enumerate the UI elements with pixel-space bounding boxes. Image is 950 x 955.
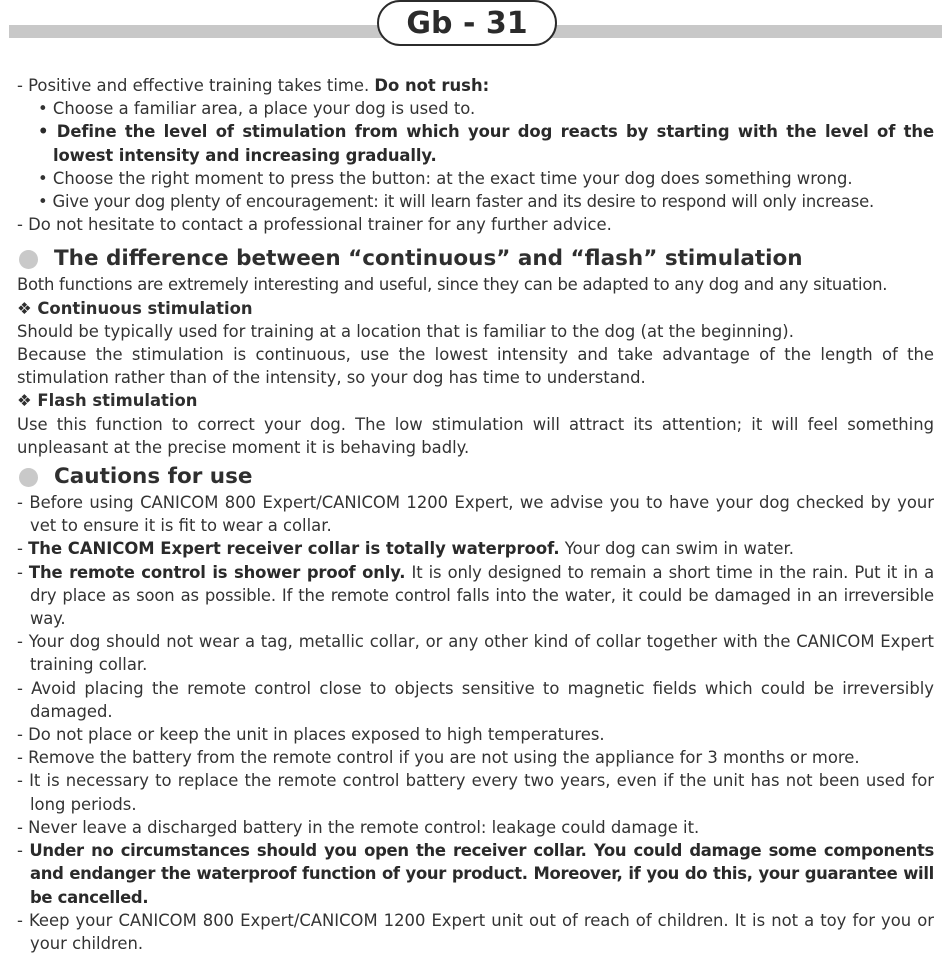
bullet-circle-icon <box>19 468 38 487</box>
section-title-difference <box>17 245 934 273</box>
intro-bullet-4: • Give your dog plenty of encouragement: it will learn faster and its desire to respond will only increase. <box>38 192 874 212</box>
page-number-badge: Gb - 31 <box>377 0 557 46</box>
intro-line-1-bold: Do not rush: <box>374 76 490 95</box>
intro-line-1-text: - Positive and effective training takes time. <box>17 76 375 95</box>
subsection-title-flash: ❖ Flash stimulation <box>17 391 198 411</box>
caution-item: - Before using CANICOM 800 Expert/CANICOM 1200 Expert, we advise you to have your dog checked by your vet to ensure it is fit to wear a collar. <box>17 493 934 536</box>
caution-item: - Avoid placing the remote control close to objects sensitive to magnetic fields which could be irreversibly damaged. <box>17 678 934 721</box>
caution-item: - Do not place or keep the unit in places exposed to high temperatures. <box>17 725 605 745</box>
section-title-cautions <box>17 463 934 491</box>
intro-line-1 <box>17 74 934 97</box>
section-title-difference-text: The difference between “continuous” and “flash” stimulation <box>54 246 803 272</box>
page-content <box>17 74 934 955</box>
subsection-title-continuous: ❖ Continuous stimulation <box>17 298 253 318</box>
flash-paragraph: Use this function to correct your dog. The low stimulation will attract its attention; it will feel something unpleasant at the precise moment it is behaving badly. <box>17 414 934 457</box>
caution-item: - The remote control is shower proof only. It is only designed to remain a short time in the rain. Put it in a dry place as soon as possible. If the remote control falls into the water, it could be damaged in an irreversible way. <box>17 562 934 629</box>
caution-item: - Never leave a discharged battery in the remote control: leakage could damage it. <box>17 817 700 837</box>
caution-item: - It is necessary to replace the remote control battery every two years, even if the unit has not been used for long periods. <box>17 771 934 814</box>
intro-line-2: - Do not hesitate to contact a professional trainer for any further advice. <box>17 215 612 235</box>
caution-item-bold: Under no circumstances should you open the receiver collar. You could damage some components and endanger the waterproof function of your product. Moreover, if you do this, your guarantee will be cancelled. <box>29 841 934 907</box>
intro-bullet-2: • Define the level of stimulation from which your dog reacts by starting with the level of the lowest intensity and increasing gradually. <box>38 122 934 165</box>
section1-paragraph: Both functions are extremely interesting and useful, since they can be adapted to any dog and any situation. <box>17 275 888 295</box>
section-title-cautions-text: Cautions for use <box>54 464 253 490</box>
caution-item-bold: The remote control is shower proof only. <box>28 562 406 582</box>
bullet-circle-icon <box>19 250 38 269</box>
continuous-paragraph-1: Should be typically used for training at a location that is familiar to the dog (at the beginning). <box>17 321 794 341</box>
caution-item: - Keep your CANICOM 800 Expert/CANICOM 1200 Expert unit out of reach of children. It is not a toy for you or your children. <box>17 910 934 953</box>
intro-bullet-1: • Choose a familiar area, a place your dog is used to. <box>38 99 476 119</box>
intro-bullet-3: • Choose the right moment to press the button: at the exact time your dog does something wrong. <box>38 168 853 188</box>
caution-item: - Under no circumstances should you open the receiver collar. You could damage some components and endanger the waterproof function of your product. Moreover, if you do this, your guarantee will be cancelled. <box>17 841 934 907</box>
continuous-paragraph-2: Because the stimulation is continuous, use the lowest intensity and take advantage of the length of the stimulation rather than of the intensity, so your dog has time to understand. <box>17 345 934 388</box>
caution-item-bold: The CANICOM Expert receiver collar is totally waterproof. <box>28 539 560 559</box>
caution-item: - Your dog should not wear a tag, metallic collar, or any other kind of collar together with the CANICOM Expert training collar. <box>17 632 934 675</box>
caution-item-text: It is only designed to remain a short time in the rain. Put it in a dry place as soon as possible. If the remote control falls into the water, it could be damaged in an irreversible way. <box>30 562 934 629</box>
caution-item-text: Your dog can swim in water. <box>559 539 794 559</box>
caution-item: - The CANICOM Expert receiver collar is totally waterproof. Your dog can swim in water. <box>17 539 794 559</box>
caution-item: - Remove the battery from the remote control if you are not using the appliance for 3 months or more. <box>17 748 860 768</box>
